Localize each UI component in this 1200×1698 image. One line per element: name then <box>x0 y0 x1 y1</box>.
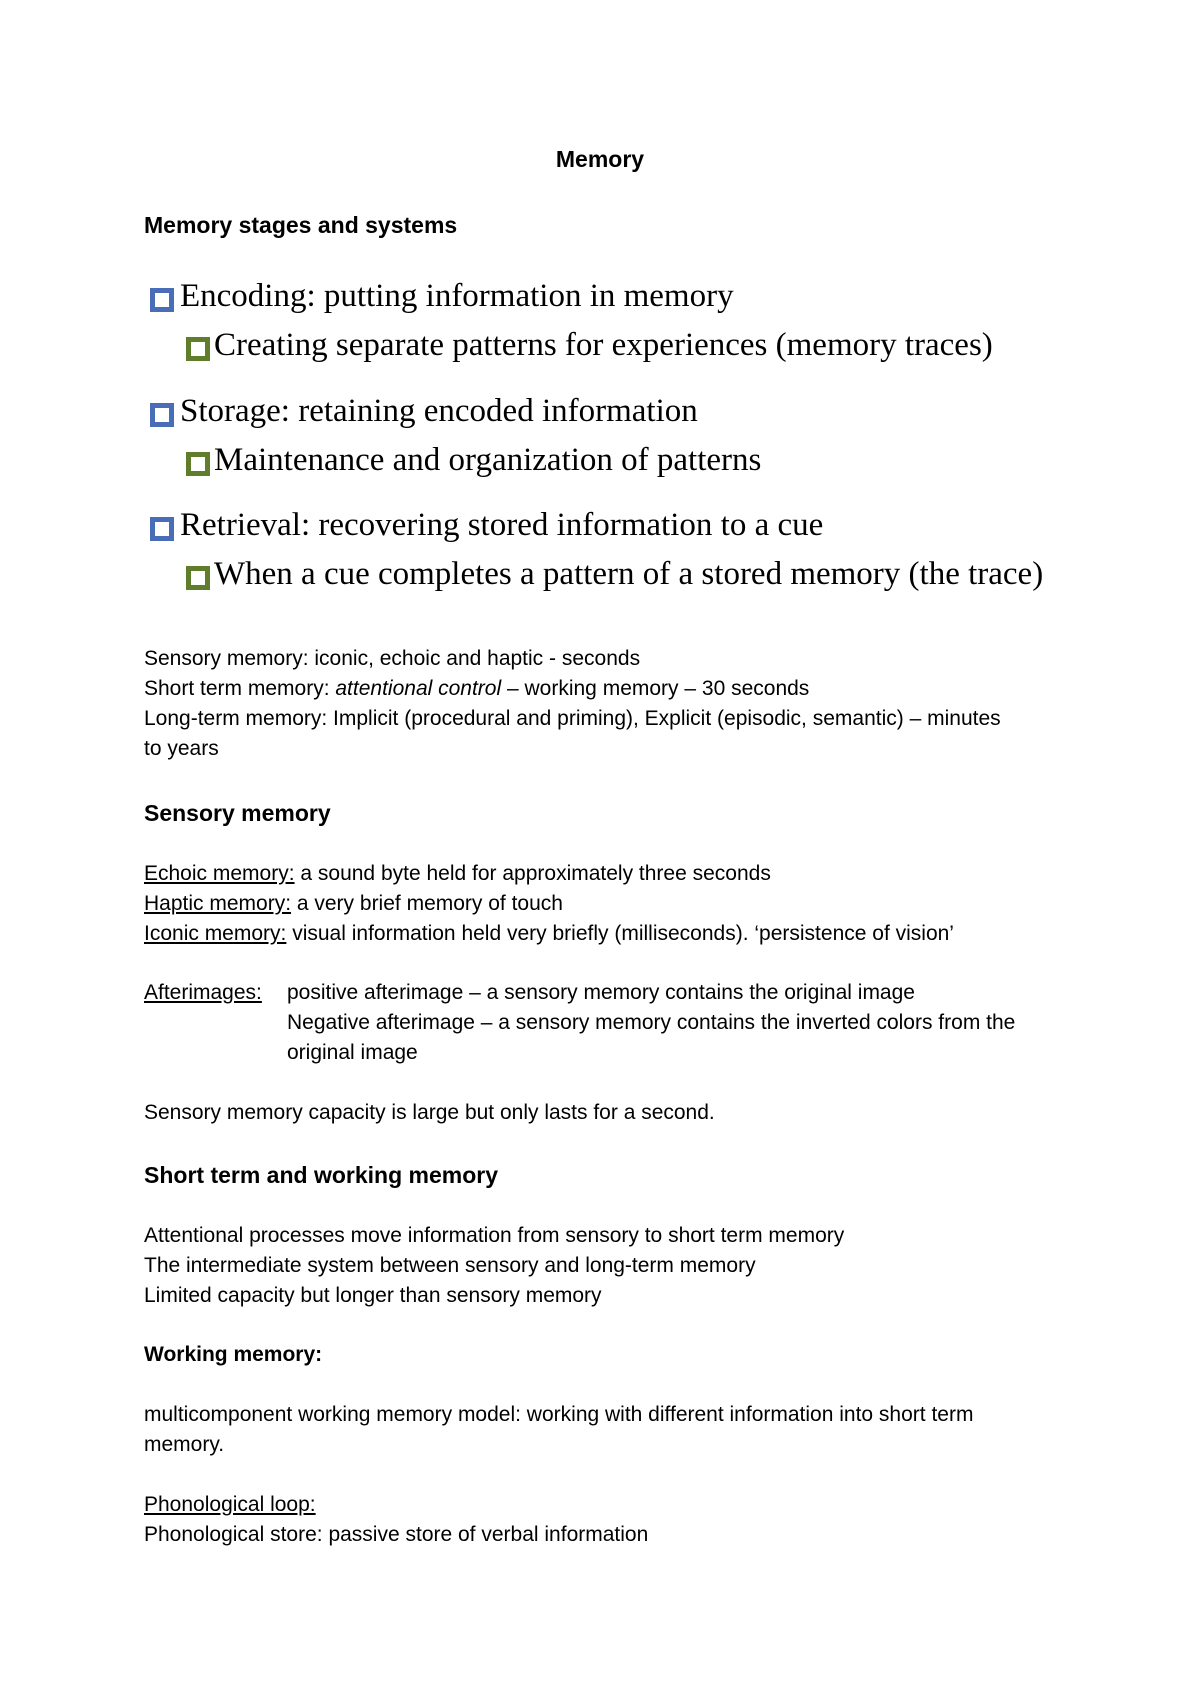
square-bullet-icon <box>150 403 174 427</box>
text-line: positive afterimage – a sensory memory contains the original image <box>287 981 915 1004</box>
section-heading-short-term: Short term and working memory <box>144 1162 499 1188</box>
bullet-sub-encoding: Creating separate patterns for experiences (memory traces) <box>214 327 993 363</box>
section-heading-sensory: Sensory memory <box>144 800 331 826</box>
bullet-main-retrieval: Retrieval: recovering stored information to a cue <box>180 507 824 543</box>
text-line: multicomponent working memory model: working with different information into short term <box>144 1403 974 1426</box>
bullet-main-encoding: Encoding: putting information in memory <box>180 278 734 314</box>
text-line: Sensory memory capacity is large but only lasts for a second. <box>144 1101 715 1124</box>
text-line: Iconic memory: visual information held very briefly (milliseconds). ‘persistence of vision’ <box>144 922 954 945</box>
text-line: Haptic memory: a very brief memory of touch <box>144 892 563 915</box>
text-line: Long-term memory: Implicit (procedural and priming), Explicit (episodic, semantic) – minutes <box>144 707 1001 730</box>
text-line: Limited capacity but longer than sensory memory <box>144 1284 602 1307</box>
section-heading-stages: Memory stages and systems <box>144 212 458 238</box>
text-line: original image <box>287 1041 418 1064</box>
square-bullet-icon <box>150 288 174 312</box>
square-bullet-icon <box>186 337 210 361</box>
phonological-loop-label: Phonological loop: <box>144 1493 316 1516</box>
text-line: Attentional processes move information from sensory to short term memory <box>144 1224 845 1247</box>
text-line: Echoic memory: a sound byte held for approximately three seconds <box>144 862 771 885</box>
square-bullet-icon <box>150 517 174 541</box>
text-line: Sensory memory: iconic, echoic and haptic - seconds <box>144 647 641 670</box>
text-line: The intermediate system between sensory and long-term memory <box>144 1254 756 1277</box>
text-line: to years <box>144 737 219 760</box>
bullet-main-storage: Storage: retaining encoded information <box>180 393 698 429</box>
text-line: Negative afterimage – a sensory memory contains the inverted colors from the <box>287 1011 1016 1034</box>
working-memory-heading: Working memory: <box>144 1343 323 1366</box>
bullet-sub-retrieval: When a cue completes a pattern of a stored memory (the trace) <box>214 556 1044 592</box>
text-line: Short term memory: attentional control – working memory – 30 seconds <box>144 677 810 700</box>
afterimages-label: Afterimages: <box>144 981 262 1004</box>
text-line: Phonological store: passive store of verbal information <box>144 1523 649 1546</box>
text-line: memory. <box>144 1433 225 1456</box>
page-title: Memory <box>555 146 645 172</box>
square-bullet-icon <box>186 452 210 476</box>
square-bullet-icon <box>186 566 210 590</box>
bullet-sub-storage: Maintenance and organization of patterns <box>214 442 762 478</box>
